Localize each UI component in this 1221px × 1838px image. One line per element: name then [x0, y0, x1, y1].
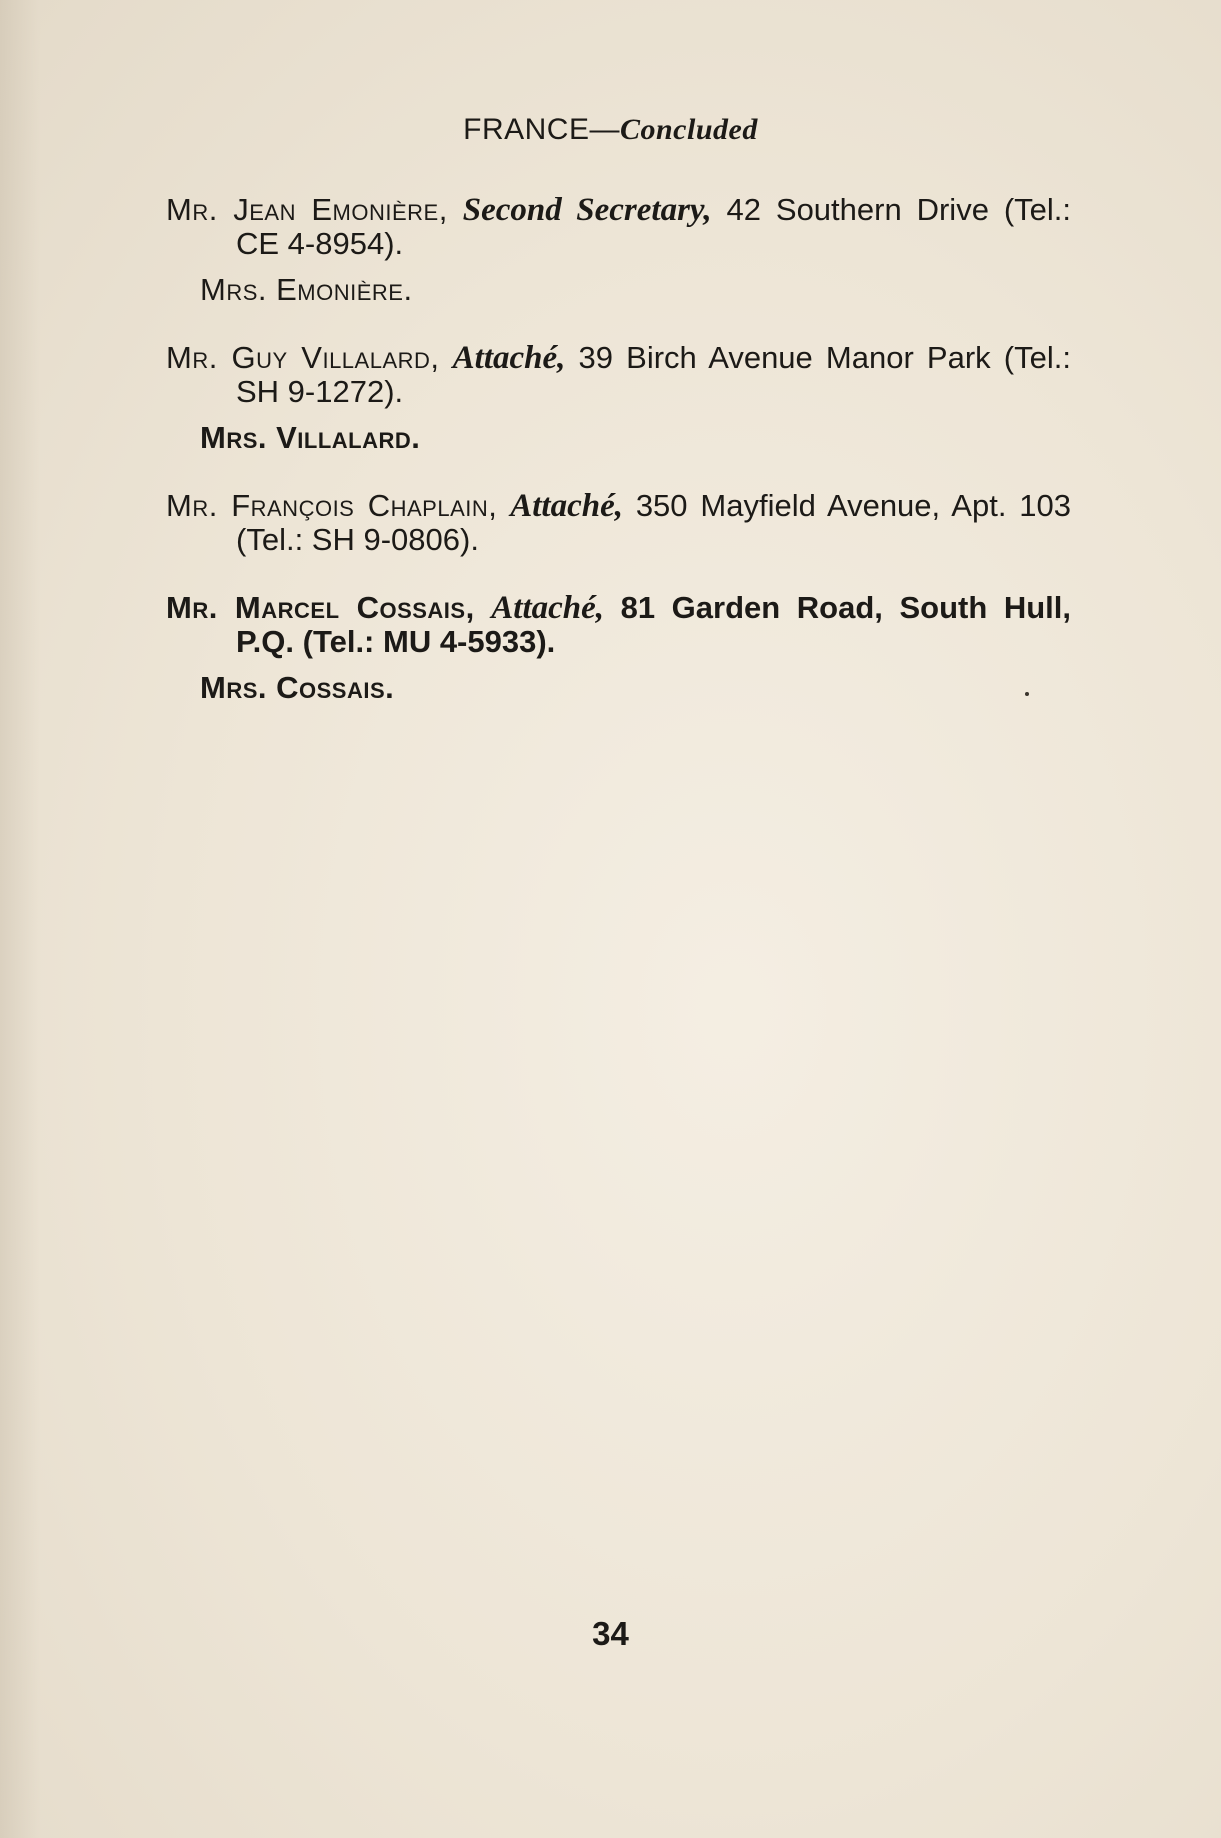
entry-spouse: Mrs. Cossais. — [200, 670, 395, 705]
entry-main-line — [166, 341, 1071, 409]
entry-main-line — [166, 193, 1071, 261]
ink-speck — [1025, 692, 1029, 696]
entry-details: 42 Southern Drive (Tel.: CE 4-8954). — [236, 192, 1072, 261]
diplomat-list — [166, 193, 1071, 739]
entry-name: François Chaplain, — [231, 488, 498, 523]
list-item — [166, 591, 1071, 705]
page-heading — [0, 113, 1221, 147]
entry-main-line — [166, 489, 1071, 557]
entry-title: Second Secretary, — [462, 192, 712, 228]
entry-name: Marcel Cossais, — [234, 590, 475, 625]
heading-country: FRANCE — [463, 113, 590, 146]
entry-prefix: Mr. — [166, 192, 234, 227]
entry-spouse: Mrs. Emonière. — [200, 272, 413, 307]
entry-details: 39 Birch Avenue Manor Park (Tel.: SH 9-1272). — [236, 340, 1071, 409]
page-number: 34 — [592, 1615, 629, 1652]
heading-separator: — — [589, 113, 620, 146]
entry-prefix: Mr. — [166, 340, 232, 375]
entry-name: Guy Villalard, — [231, 340, 440, 375]
entry-prefix: Mr. — [166, 590, 235, 625]
entry-spouse: Mrs. Villalard. — [200, 420, 421, 455]
page-edge-shadow — [0, 0, 40, 1838]
entry-title: Attaché, — [491, 590, 605, 626]
entry-title: Attaché, — [452, 340, 566, 376]
entry-details: 350 Mayfield Avenue, Apt. 103 (Tel.: SH 9-0806). — [236, 488, 1072, 557]
heading-continuation: Concluded — [619, 113, 758, 146]
list-item — [166, 489, 1071, 557]
entry-prefix: Mr. — [166, 488, 232, 523]
entry-details: 81 Garden Road, South Hull, P.Q. (Tel.: MU 4-5933). — [236, 590, 1071, 659]
list-item — [166, 193, 1071, 307]
entry-title: Attaché, — [510, 488, 623, 524]
entry-main-line — [166, 591, 1071, 659]
entry-name: Jean Emonière, — [233, 192, 448, 227]
list-item — [166, 341, 1071, 455]
